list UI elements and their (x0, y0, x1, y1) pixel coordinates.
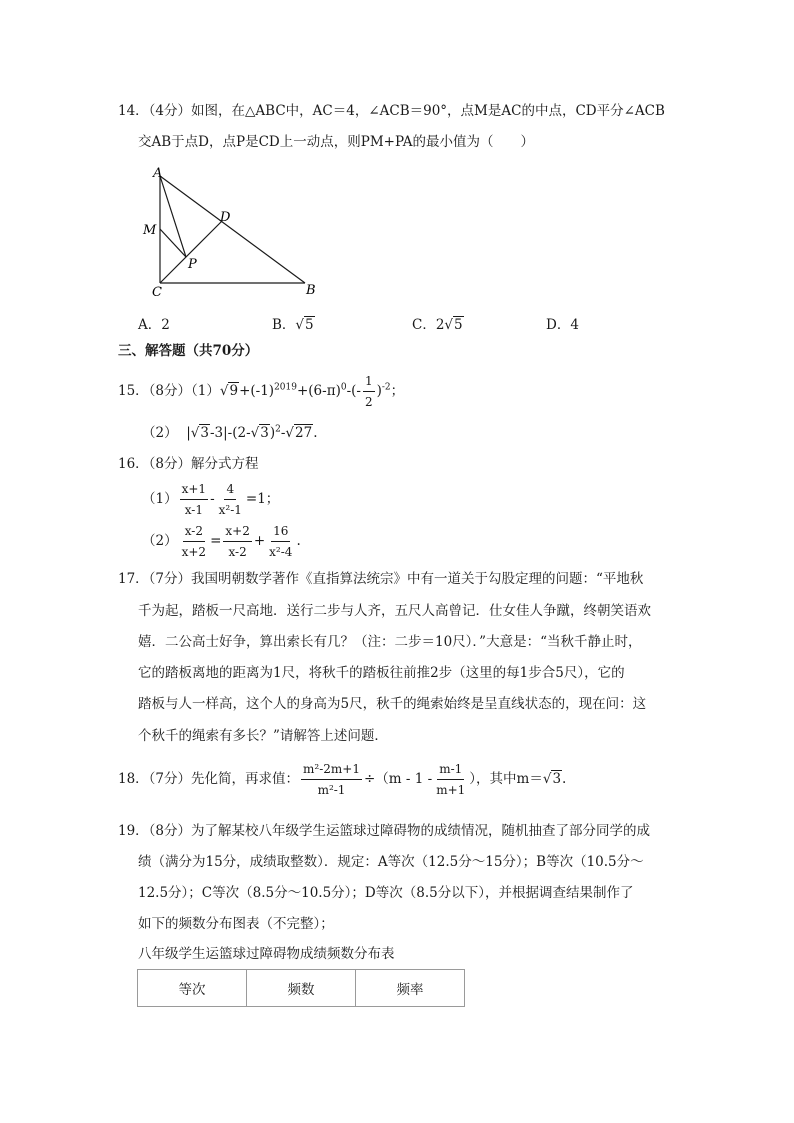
segment-ap (160, 176, 186, 257)
q19-line: 如下的频数分布图表（不完整）； (138, 916, 334, 932)
q16-title: 16．（8分）解分式方程 (118, 456, 259, 472)
label-b: B (306, 283, 316, 298)
table-header-cell: 等次 (138, 970, 247, 1007)
q19-line: 19．（8分）为了解某校八年级学生运篮球过障碍物的成绩情况，随机抽查了部分同学的成 (118, 823, 651, 839)
q14-option-d: D．4 (546, 317, 579, 333)
q19-table-title: 八年级学生运篮球过障碍物成绩频数分布表 (138, 946, 395, 962)
q16-equation2: （2） $\frac{x-2}{x+2}$ = $\frac{x+2}{x-2}$ + $\frac{16}{\text{x²-4}}$ . (142, 524, 301, 559)
q15-part1: 15．（8分）$(1)√9+(-1)^{2019}+(6-\pi)^0-(-$ $\frac{1}{2}$ )$^{-2}$； (118, 374, 405, 409)
q17-line: 嬉．二公高士好争，算出索长有几？（注：二步＝10尺）．”大意是：“当秋千静止时， (138, 634, 642, 650)
q15-part2: （2） $|√3-3|-(2-√3)^2-√27$. (142, 424, 318, 441)
q17-line: 个秋千的绳索有多长？”请解答上述问题． (138, 728, 388, 744)
frequency-table (137, 969, 465, 1007)
q16-equation1: （1） $\frac{x+1}{x-1}$ - $\frac{4}{\text{x²-1}}$ =1； (142, 482, 280, 517)
table-header-row (138, 970, 465, 1007)
q14-option-b: B．√5 (272, 317, 314, 333)
label-c: C (152, 285, 162, 300)
label-d: D (220, 210, 231, 225)
q14-line1: 14．（4分）如图，在△ABC中，AC＝4，∠ACB＝90°，点M是AC的中点，CD平分∠ACB (118, 103, 665, 119)
q17-line: 千为起，踏板一尺高地．送行二步与人齐，五尺人高曾记．仕女佳人争蹴，终朝笑语欢 (138, 603, 651, 619)
q19-line: 12.5分）；C等次（8.5分～10.5分）；D等次（8.5分以下），并根据调查结果制作了 (138, 885, 634, 901)
q17-line: 17．（7分）我国明朝数学著作《直指算法统宗》中有一道关于勾股定理的问题：“平地秋 (118, 571, 644, 587)
q19-line: 绩（满分为15分，成绩取整数）．规定：A等次（12.5分～15分）；B等次（10.5分～ (138, 854, 644, 870)
q14-option-a: A．2 (138, 317, 170, 333)
table-header-cell: 频数 (247, 970, 356, 1007)
label-p: P (188, 257, 197, 272)
q17-line: 它的踏板离地的距离为1尺，将秋千的踏板往前推2步（这里的每1步合5尺），它的 (138, 665, 625, 681)
q17-line: 踏板与人一样高，这个人的身高为5尺，秋千的绳索始终是呈直线状态的，现在问：这 (138, 696, 647, 712)
segment-ab (160, 176, 305, 283)
q18-line: 18．（7分）先化简，再求值： $\frac{\text{m²-2m+1}}{\text{m²-1}}$ ÷（m - 1 - $\frac{m-1}{m+1}$ ），其中m＝√3. (118, 762, 567, 797)
segment-cd (160, 221, 222, 283)
table-header-cell: 频率 (356, 970, 465, 1007)
q14-line2: 交AB于点D，点P是CD上一动点，则PM+PA的最小值为（ ） (138, 134, 535, 150)
q14-option-c: C．2√5 (412, 317, 463, 333)
triangle-figure (140, 163, 330, 303)
section-heading: 三、解答题（共70分） (118, 343, 259, 359)
label-m: M (143, 223, 157, 238)
label-a: A (153, 166, 163, 181)
